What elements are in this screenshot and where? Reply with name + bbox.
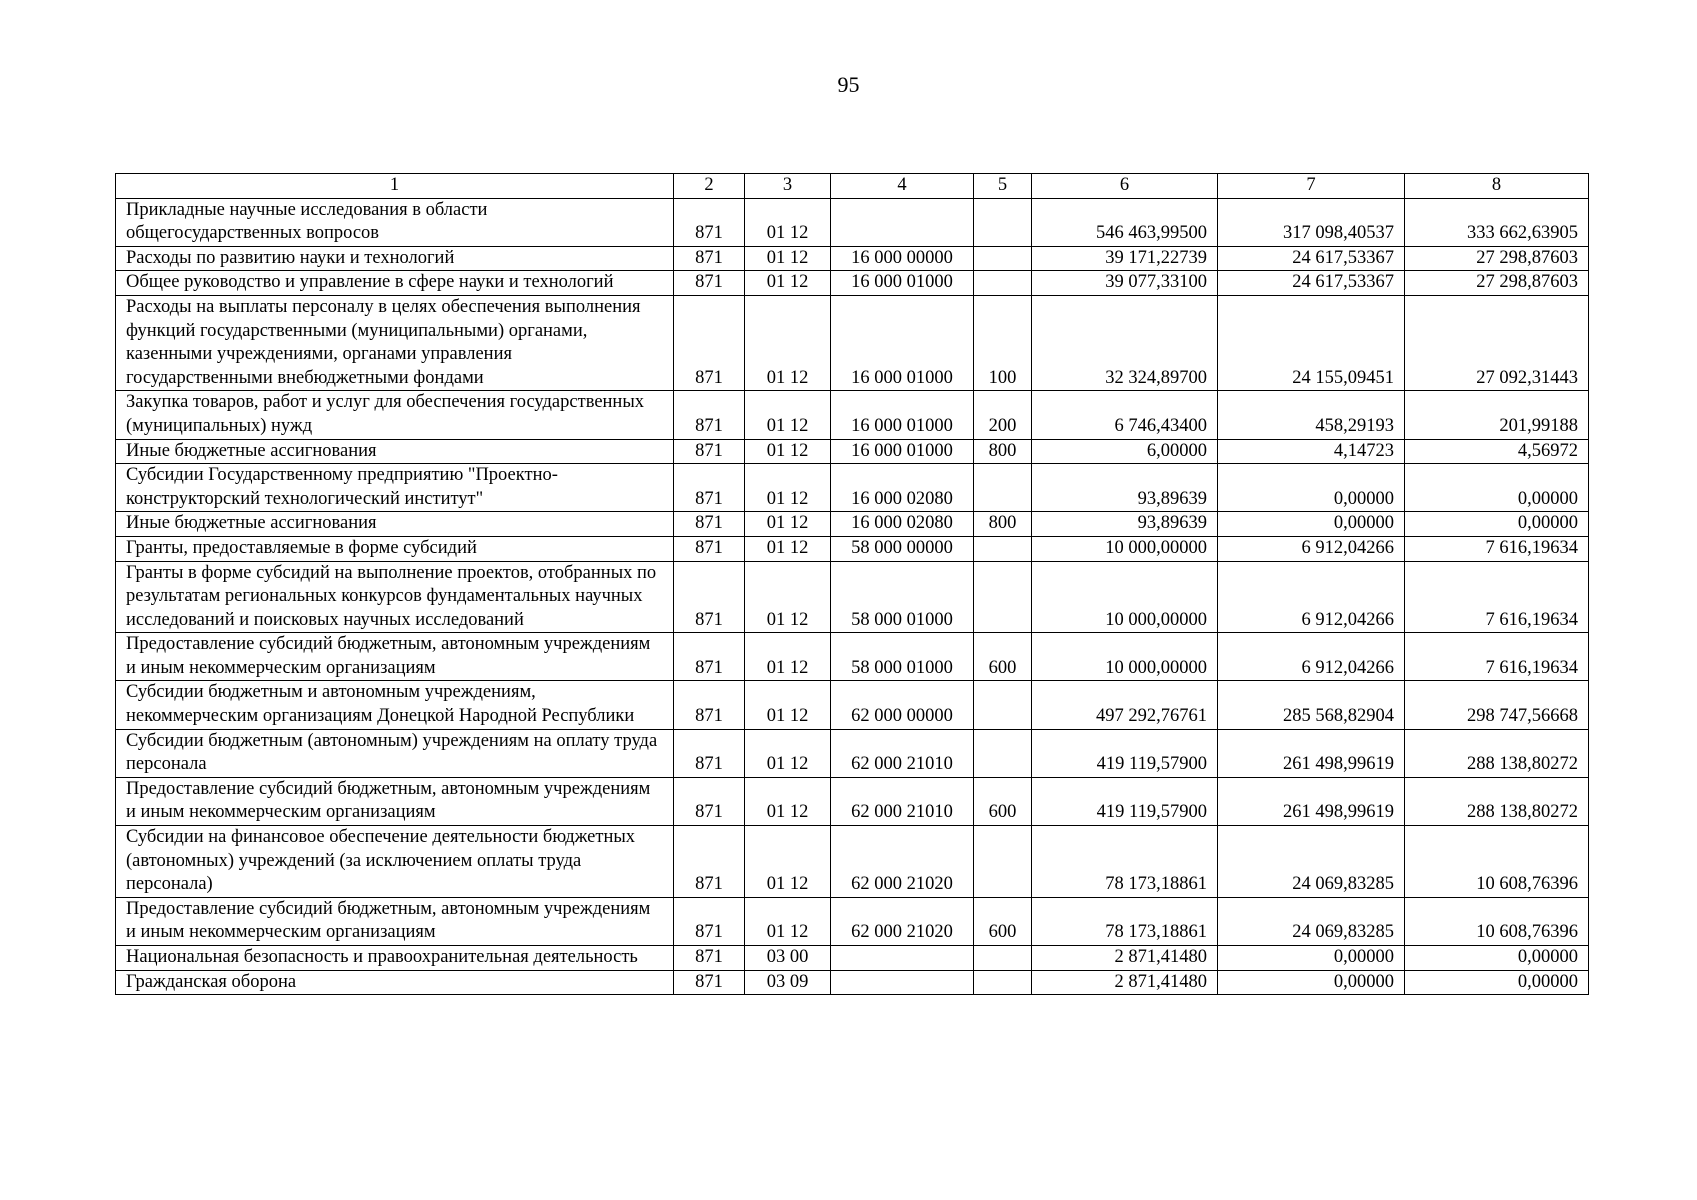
section-code-cell: 01 12 [745,777,831,825]
department-code-cell: 871 [674,970,745,995]
amount-col8-cell: 0,00000 [1405,464,1589,512]
department-code-cell: 871 [674,681,745,729]
section-code-cell: 01 12 [745,464,831,512]
section-code-cell: 01 12 [745,391,831,439]
expense-type-cell: 600 [974,777,1032,825]
amount-col8-cell: 333 662,63905 [1405,198,1589,246]
expense-name-cell: Субсидии Государственному предприятию "Проектно-конструкторский технологический институт" [116,464,674,512]
table-row [116,536,1589,561]
table-row [116,439,1589,464]
amount-col7-cell: 317 098,40537 [1218,198,1405,246]
expense-type-cell [974,536,1032,561]
amount-col6-cell: 93,89639 [1032,512,1218,537]
amount-col8-cell: 7 616,19634 [1405,561,1589,633]
section-code-cell: 01 12 [745,561,831,633]
table-row [116,198,1589,246]
table-row [116,464,1589,512]
expense-name-cell: Гранты в форме субсидий на выполнение проектов, отобранных по результатам региональных конкурсов фундаментальных научных исследований и поисковых научных исследований [116,561,674,633]
expense-name-cell: Общее руководство и управление в сфере науки и технологий [116,271,674,296]
amount-col8-cell: 288 138,80272 [1405,729,1589,777]
department-code-cell: 871 [674,946,745,971]
department-code-cell: 871 [674,295,745,390]
amount-col7-cell: 24 069,83285 [1218,826,1405,898]
amount-col7-cell: 24 617,53367 [1218,246,1405,271]
target-article-cell: 58 000 01000 [831,633,974,681]
department-code-cell: 871 [674,198,745,246]
table-row [116,561,1589,633]
amount-col7-cell: 6 912,04266 [1218,561,1405,633]
amount-col7-cell: 0,00000 [1218,970,1405,995]
amount-col8-cell: 27 298,87603 [1405,246,1589,271]
column-header: 5 [974,174,1032,199]
expense-name-cell: Предоставление субсидий бюджетным, автономным учреждениям и иным некоммерческим организациям [116,777,674,825]
amount-col6-cell: 10 000,00000 [1032,633,1218,681]
amount-col6-cell: 93,89639 [1032,464,1218,512]
expense-type-cell: 200 [974,391,1032,439]
amount-col7-cell: 0,00000 [1218,946,1405,971]
amount-col8-cell: 288 138,80272 [1405,777,1589,825]
expense-type-cell: 600 [974,897,1032,945]
column-header: 3 [745,174,831,199]
expense-type-cell: 600 [974,633,1032,681]
expense-type-cell [974,271,1032,296]
target-article-cell [831,198,974,246]
expense-type-cell [974,729,1032,777]
section-code-cell: 01 12 [745,198,831,246]
target-article-cell: 16 000 01000 [831,439,974,464]
expense-type-cell [974,970,1032,995]
target-article-cell: 16 000 01000 [831,295,974,390]
amount-col8-cell: 0,00000 [1405,512,1589,537]
amount-col7-cell: 24 617,53367 [1218,271,1405,296]
amount-col6-cell: 2 871,41480 [1032,946,1218,971]
target-article-cell: 16 000 02080 [831,512,974,537]
page-number: 95 [837,72,860,97]
amount-col6-cell: 78 173,18861 [1032,826,1218,898]
amount-col7-cell: 458,29193 [1218,391,1405,439]
amount-col7-cell: 0,00000 [1218,464,1405,512]
expense-type-cell: 100 [974,295,1032,390]
expense-type-cell [974,561,1032,633]
expense-name-cell: Субсидии бюджетным и автономным учреждениям, некоммерческим организациям Донецкой Народной Республики [116,681,674,729]
budget-table [115,173,1589,995]
department-code-cell: 871 [674,439,745,464]
table-row [116,826,1589,898]
expense-name-cell: Гранты, предоставляемые в форме субсидий [116,536,674,561]
target-article-cell: 16 000 00000 [831,246,974,271]
amount-col8-cell: 7 616,19634 [1405,633,1589,681]
amount-col8-cell: 0,00000 [1405,946,1589,971]
target-article-cell: 58 000 00000 [831,536,974,561]
amount-col6-cell: 32 324,89700 [1032,295,1218,390]
expense-type-cell [974,681,1032,729]
section-code-cell: 01 12 [745,246,831,271]
expense-type-cell: 800 [974,512,1032,537]
section-code-cell: 03 00 [745,946,831,971]
amount-col7-cell: 24 155,09451 [1218,295,1405,390]
department-code-cell: 871 [674,561,745,633]
expense-name-cell: Предоставление субсидий бюджетным, автономным учреждениям и иным некоммерческим организациям [116,633,674,681]
table-row [116,512,1589,537]
expense-name-cell: Расходы по развитию науки и технологий [116,246,674,271]
department-code-cell: 871 [674,633,745,681]
section-code-cell: 03 09 [745,970,831,995]
column-header: 2 [674,174,745,199]
amount-col7-cell: 0,00000 [1218,512,1405,537]
amount-col8-cell: 10 608,76396 [1405,826,1589,898]
expense-name-cell: Прикладные научные исследования в области общегосударственных вопросов [116,198,674,246]
expense-name-cell: Расходы на выплаты персоналу в целях обеспечения выполнения функций государственными (муниципальными) органами, казенными учреждениями, органами управления государственными внебюджетными фондами [116,295,674,390]
expense-name-cell: Субсидии бюджетным (автономным) учреждениям на оплату труда персонала [116,729,674,777]
expense-name-cell: Закупка товаров, работ и услуг для обеспечения государственных (муниципальных) нужд [116,391,674,439]
column-header: 1 [116,174,674,199]
target-article-cell [831,970,974,995]
amount-col6-cell: 419 119,57900 [1032,777,1218,825]
section-code-cell: 01 12 [745,897,831,945]
department-code-cell: 871 [674,536,745,561]
expense-name-cell: Субсидии на финансовое обеспечение деятельности бюджетных (автономных) учреждений (за исключением оплаты труда персонала) [116,826,674,898]
amount-col7-cell: 6 912,04266 [1218,536,1405,561]
expense-type-cell [974,464,1032,512]
amount-col7-cell: 4,14723 [1218,439,1405,464]
target-article-cell: 58 000 01000 [831,561,974,633]
amount-col6-cell: 2 871,41480 [1032,970,1218,995]
department-code-cell: 871 [674,512,745,537]
expense-name-cell: Национальная безопасность и правоохранительная деятельность [116,946,674,971]
amount-col6-cell: 10 000,00000 [1032,536,1218,561]
amount-col8-cell: 27 298,87603 [1405,271,1589,296]
section-code-cell: 01 12 [745,681,831,729]
expense-name-cell: Гражданская оборона [116,970,674,995]
expense-name-cell: Иные бюджетные ассигнования [116,512,674,537]
amount-col6-cell: 78 173,18861 [1032,897,1218,945]
section-code-cell: 01 12 [745,826,831,898]
table-row [116,946,1589,971]
amount-col6-cell: 39 171,22739 [1032,246,1218,271]
amount-col6-cell: 10 000,00000 [1032,561,1218,633]
department-code-cell: 871 [674,464,745,512]
amount-col6-cell: 6 746,43400 [1032,391,1218,439]
table-row [116,271,1589,296]
department-code-cell: 871 [674,897,745,945]
department-code-cell: 871 [674,826,745,898]
amount-col7-cell: 261 498,99619 [1218,777,1405,825]
amount-col8-cell: 7 616,19634 [1405,536,1589,561]
department-code-cell: 871 [674,729,745,777]
amount-col6-cell: 6,00000 [1032,439,1218,464]
target-article-cell: 62 000 21010 [831,729,974,777]
column-header: 7 [1218,174,1405,199]
section-code-cell: 01 12 [745,536,831,561]
expense-type-cell [974,826,1032,898]
table-row [116,391,1589,439]
expense-type-cell [974,946,1032,971]
column-header: 4 [831,174,974,199]
target-article-cell [831,946,974,971]
target-article-cell: 62 000 21020 [831,826,974,898]
table-row [116,681,1589,729]
amount-col7-cell: 6 912,04266 [1218,633,1405,681]
amount-col7-cell: 24 069,83285 [1218,897,1405,945]
section-code-cell: 01 12 [745,729,831,777]
amount-col6-cell: 39 077,33100 [1032,271,1218,296]
column-header: 8 [1405,174,1589,199]
table-row [116,729,1589,777]
table-row [116,246,1589,271]
amount-col7-cell: 285 568,82904 [1218,681,1405,729]
amount-col8-cell: 4,56972 [1405,439,1589,464]
table-row [116,970,1589,995]
expense-type-cell: 800 [974,439,1032,464]
target-article-cell: 16 000 01000 [831,271,974,296]
amount-col6-cell: 497 292,76761 [1032,681,1218,729]
target-article-cell: 62 000 00000 [831,681,974,729]
target-article-cell: 62 000 21020 [831,897,974,945]
column-header: 6 [1032,174,1218,199]
department-code-cell: 871 [674,271,745,296]
amount-col6-cell: 546 463,99500 [1032,198,1218,246]
target-article-cell: 16 000 01000 [831,391,974,439]
target-article-cell: 62 000 21010 [831,777,974,825]
section-code-cell: 01 12 [745,295,831,390]
target-article-cell: 16 000 02080 [831,464,974,512]
amount-col8-cell: 10 608,76396 [1405,897,1589,945]
amount-col6-cell: 419 119,57900 [1032,729,1218,777]
amount-col8-cell: 201,99188 [1405,391,1589,439]
department-code-cell: 871 [674,777,745,825]
department-code-cell: 871 [674,391,745,439]
table-row [116,295,1589,390]
amount-col8-cell: 27 092,31443 [1405,295,1589,390]
amount-col7-cell: 261 498,99619 [1218,729,1405,777]
amount-col8-cell: 298 747,56668 [1405,681,1589,729]
section-code-cell: 01 12 [745,439,831,464]
section-code-cell: 01 12 [745,271,831,296]
department-code-cell: 871 [674,246,745,271]
table-row [116,777,1589,825]
expense-name-cell: Предоставление субсидий бюджетным, автономным учреждениям и иным некоммерческим организациям [116,897,674,945]
amount-col8-cell: 0,00000 [1405,970,1589,995]
table-row [116,897,1589,945]
section-code-cell: 01 12 [745,633,831,681]
table-row [116,633,1589,681]
expense-type-cell [974,198,1032,246]
expense-type-cell [974,246,1032,271]
expense-name-cell: Иные бюджетные ассигнования [116,439,674,464]
table-header-row [116,174,1589,199]
section-code-cell: 01 12 [745,512,831,537]
